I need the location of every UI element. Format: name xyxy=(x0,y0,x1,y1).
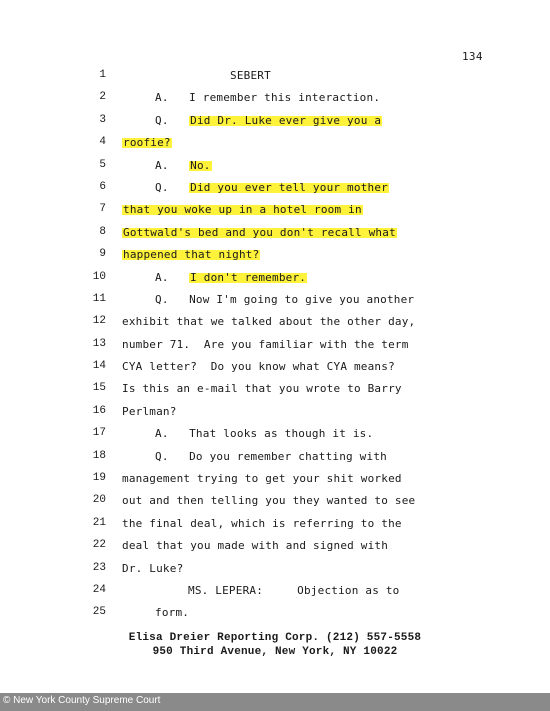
line-text xyxy=(122,562,183,575)
line-number: 1 xyxy=(99,69,106,81)
line-number: 2 xyxy=(99,91,106,104)
highlighted-text: roofie? xyxy=(123,136,171,150)
footer-reporting-corp: Elisa Dreier Reporting Corp. (212) 557-5558 xyxy=(128,632,422,644)
page-number: 134 xyxy=(462,50,483,63)
text-segment: A. xyxy=(155,270,190,284)
text-segment: A. xyxy=(155,158,190,172)
text-segment: Q. Do you remember chatting with xyxy=(155,449,387,463)
transcript-line xyxy=(0,355,550,377)
text-segment: management trying to get your shit worked xyxy=(122,472,402,486)
line-text xyxy=(155,293,414,306)
transcript-line xyxy=(0,198,550,220)
transcript-line xyxy=(0,266,550,288)
text-segment: A. I remember this interaction. xyxy=(155,91,381,105)
text-segment: CYA letter? Do you know what CYA means? xyxy=(122,360,395,374)
line-text xyxy=(122,248,260,261)
text-segment: Q. xyxy=(155,113,190,127)
line-text xyxy=(155,450,387,463)
transcript-line xyxy=(0,154,550,176)
highlighted-text: No. xyxy=(190,158,211,172)
text-segment: Is this an e-mail that you wrote to Barry xyxy=(122,382,402,396)
line-number: 9 xyxy=(99,248,106,261)
transcript-line xyxy=(0,377,550,399)
line-number: 8 xyxy=(99,225,106,238)
line-number: 25 xyxy=(92,606,106,619)
text-segment: the final deal, which is referring to the xyxy=(122,516,402,530)
line-number: 18 xyxy=(92,449,106,462)
line-number: 11 xyxy=(92,292,106,305)
transcript-line xyxy=(0,109,550,131)
transcript-line xyxy=(0,489,550,511)
text-segment: SEBERT xyxy=(230,69,271,82)
credit-text: © New York County Supreme Court xyxy=(3,695,161,706)
transcript-body xyxy=(0,64,550,624)
line-number: 19 xyxy=(92,472,106,485)
line-number: 10 xyxy=(92,270,106,283)
line-text xyxy=(122,360,395,373)
line-number: 4 xyxy=(99,136,106,149)
text-segment: number 71. Are you familiar with the term xyxy=(122,337,409,351)
line-text xyxy=(230,69,271,82)
transcript-line xyxy=(0,333,550,355)
line-number: 17 xyxy=(92,427,106,440)
line-text xyxy=(122,539,388,552)
transcript-line xyxy=(0,557,550,579)
line-text xyxy=(122,405,177,418)
line-text xyxy=(122,517,402,530)
line-text xyxy=(122,226,397,239)
text-segment: A. That looks as though it is. xyxy=(155,427,374,441)
highlighted-text: happened that night? xyxy=(123,248,260,262)
transcript-line xyxy=(0,512,550,534)
line-text xyxy=(122,472,402,485)
line-text xyxy=(188,584,400,597)
line-number: 20 xyxy=(92,494,106,507)
text-segment: MS. LEPERA: Objection as to xyxy=(188,583,400,597)
line-number: 24 xyxy=(92,583,106,596)
line-text xyxy=(155,606,189,619)
transcript-line xyxy=(0,467,550,489)
line-number: 13 xyxy=(92,337,106,350)
line-text xyxy=(122,338,409,351)
line-number: 21 xyxy=(92,516,106,529)
transcript-line xyxy=(0,422,550,444)
text-segment: deal that you made with and signed with xyxy=(122,539,389,553)
text-segment: Dr. Luke? xyxy=(122,561,184,575)
transcript-line xyxy=(0,243,550,265)
footer-address: 950 Third Avenue, New York, NY 10022 xyxy=(152,646,398,658)
credit-bar xyxy=(0,693,550,711)
line-number: 3 xyxy=(99,113,106,126)
transcript-line xyxy=(0,64,550,86)
line-text xyxy=(122,382,402,395)
line-number: 12 xyxy=(92,315,106,328)
transcript-line xyxy=(0,288,550,310)
line-number: 6 xyxy=(99,180,106,193)
line-number: 14 xyxy=(92,360,106,373)
line-number: 23 xyxy=(92,561,106,574)
text-segment: Perlman? xyxy=(122,404,177,418)
line-text xyxy=(122,315,415,328)
transcript-line xyxy=(0,86,550,108)
transcript-line xyxy=(0,445,550,467)
transcript-line xyxy=(0,310,550,332)
line-text xyxy=(122,494,415,507)
text-segment: exhibit that we talked about the other day, xyxy=(122,315,416,329)
highlighted-text: Did you ever tell your mother xyxy=(190,180,388,194)
line-text xyxy=(155,181,389,194)
highlighted-text: I don't remember. xyxy=(190,270,307,284)
transcript-line xyxy=(0,534,550,556)
highlighted-text: Did Dr. Luke ever give you a xyxy=(190,113,382,127)
transcript-line xyxy=(0,579,550,601)
transcript-line xyxy=(0,131,550,153)
text-segment: Q. xyxy=(155,180,190,194)
transcript-line xyxy=(0,176,550,198)
transcript-line xyxy=(0,601,550,623)
transcript-line xyxy=(0,400,550,422)
line-number: 16 xyxy=(92,404,106,417)
line-number: 7 xyxy=(99,203,106,216)
highlighted-text: Gottwald's bed and you don't recall what xyxy=(123,225,396,239)
line-text xyxy=(155,271,307,284)
line-number: 5 xyxy=(99,158,106,171)
highlighted-text: that you woke up in a hotel room in xyxy=(123,203,362,217)
text-segment: out and then telling you they wanted to see xyxy=(122,494,416,508)
line-text xyxy=(155,91,380,104)
line-text xyxy=(155,159,212,172)
line-number: 22 xyxy=(92,539,106,552)
text-segment: form. xyxy=(155,606,190,620)
text-segment: Q. Now I'm going to give you another xyxy=(155,292,415,306)
line-text xyxy=(155,114,382,127)
transcript-line xyxy=(0,221,550,243)
line-text xyxy=(155,427,373,440)
line-text xyxy=(122,203,363,216)
line-number: 15 xyxy=(92,382,106,395)
line-text xyxy=(122,136,172,149)
